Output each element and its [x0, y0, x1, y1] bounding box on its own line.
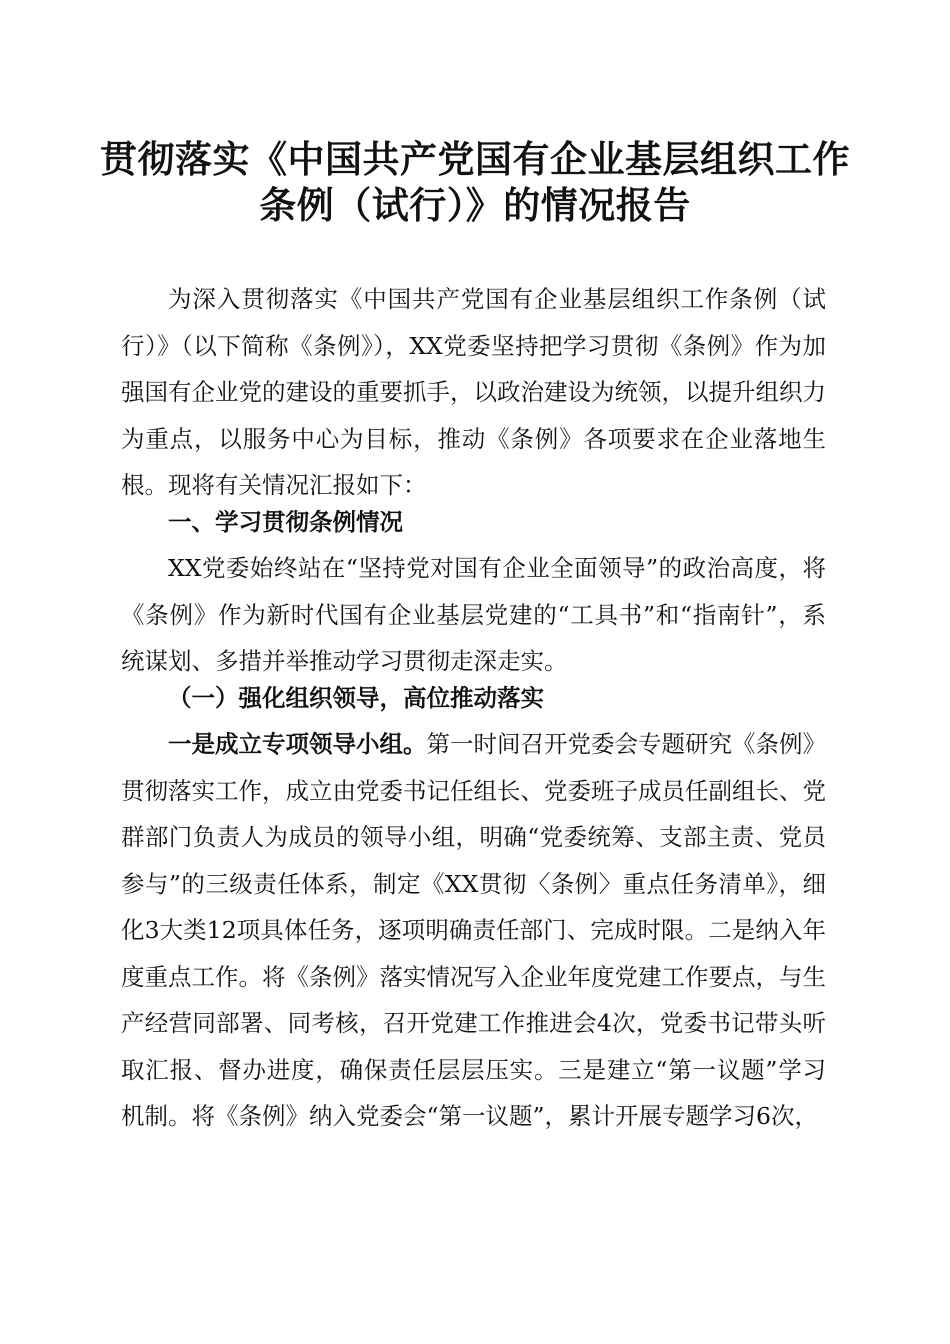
- section-heading-1: 一、学习贯彻条例情况: [168, 508, 403, 536]
- subsection-1-text: 第一时间召开党委会专题研究《条例》贯彻落实工作，成立由党委书记任组长、党委班子成员任副组长、党群部门负责人为成员的领导小组，明确“党委统筹、支部主责、党员参与”的三级责任体系，制定《XX贯彻〈条例〉重点任务清单》，细化3大类12项具体任务，逐项明确责任部门、完成时限。二是纳入年度重点工作。将《条例》落实情况写入企业年度党建工作要点，与生产经营同部署、同考核，召开党建工作推进会4次，党委书记带头听取汇报、督办进度，确保责任层层压实。三是建立“第一议题”学习机制。将《条例》纳入党委会“第一议题”，累计开展专题学习6次，: [121, 730, 826, 1130]
- subsection-heading-1: （一）强化组织领导，高位推动落实: [168, 684, 544, 712]
- section-1-paragraph: XX党委始终站在“坚持党对国有企业全面领导”的政治高度，将《条例》作为新时代国有企业基层党建的“工具书”和“指南针”，系统谋划、多措并举推动学习贯彻走深走实。: [121, 554, 826, 675]
- document-title-line-1: 贯彻落实《中国共产党国有企业基层组织工作: [100, 138, 850, 181]
- subsection-1-lead: 一是成立专项领导小组。: [168, 730, 427, 758]
- intro-paragraph: 为深入贯彻落实《中国共产党国有企业基层组织工作条例（试行）》（以下简称《条例》），XX党委坚持把学习贯彻《条例》作为加强国有企业党的建设的重要抓手，以政治建设为统领，以提升组织力为重点，以服务中心为目标，推动《条例》各项要求在企业落地生根。现将有关情况汇报如下：: [121, 285, 826, 499]
- subsection-1-paragraph: [121, 721, 826, 1140]
- document-title-line-2: 条例（试行）》的情况报告: [259, 184, 691, 227]
